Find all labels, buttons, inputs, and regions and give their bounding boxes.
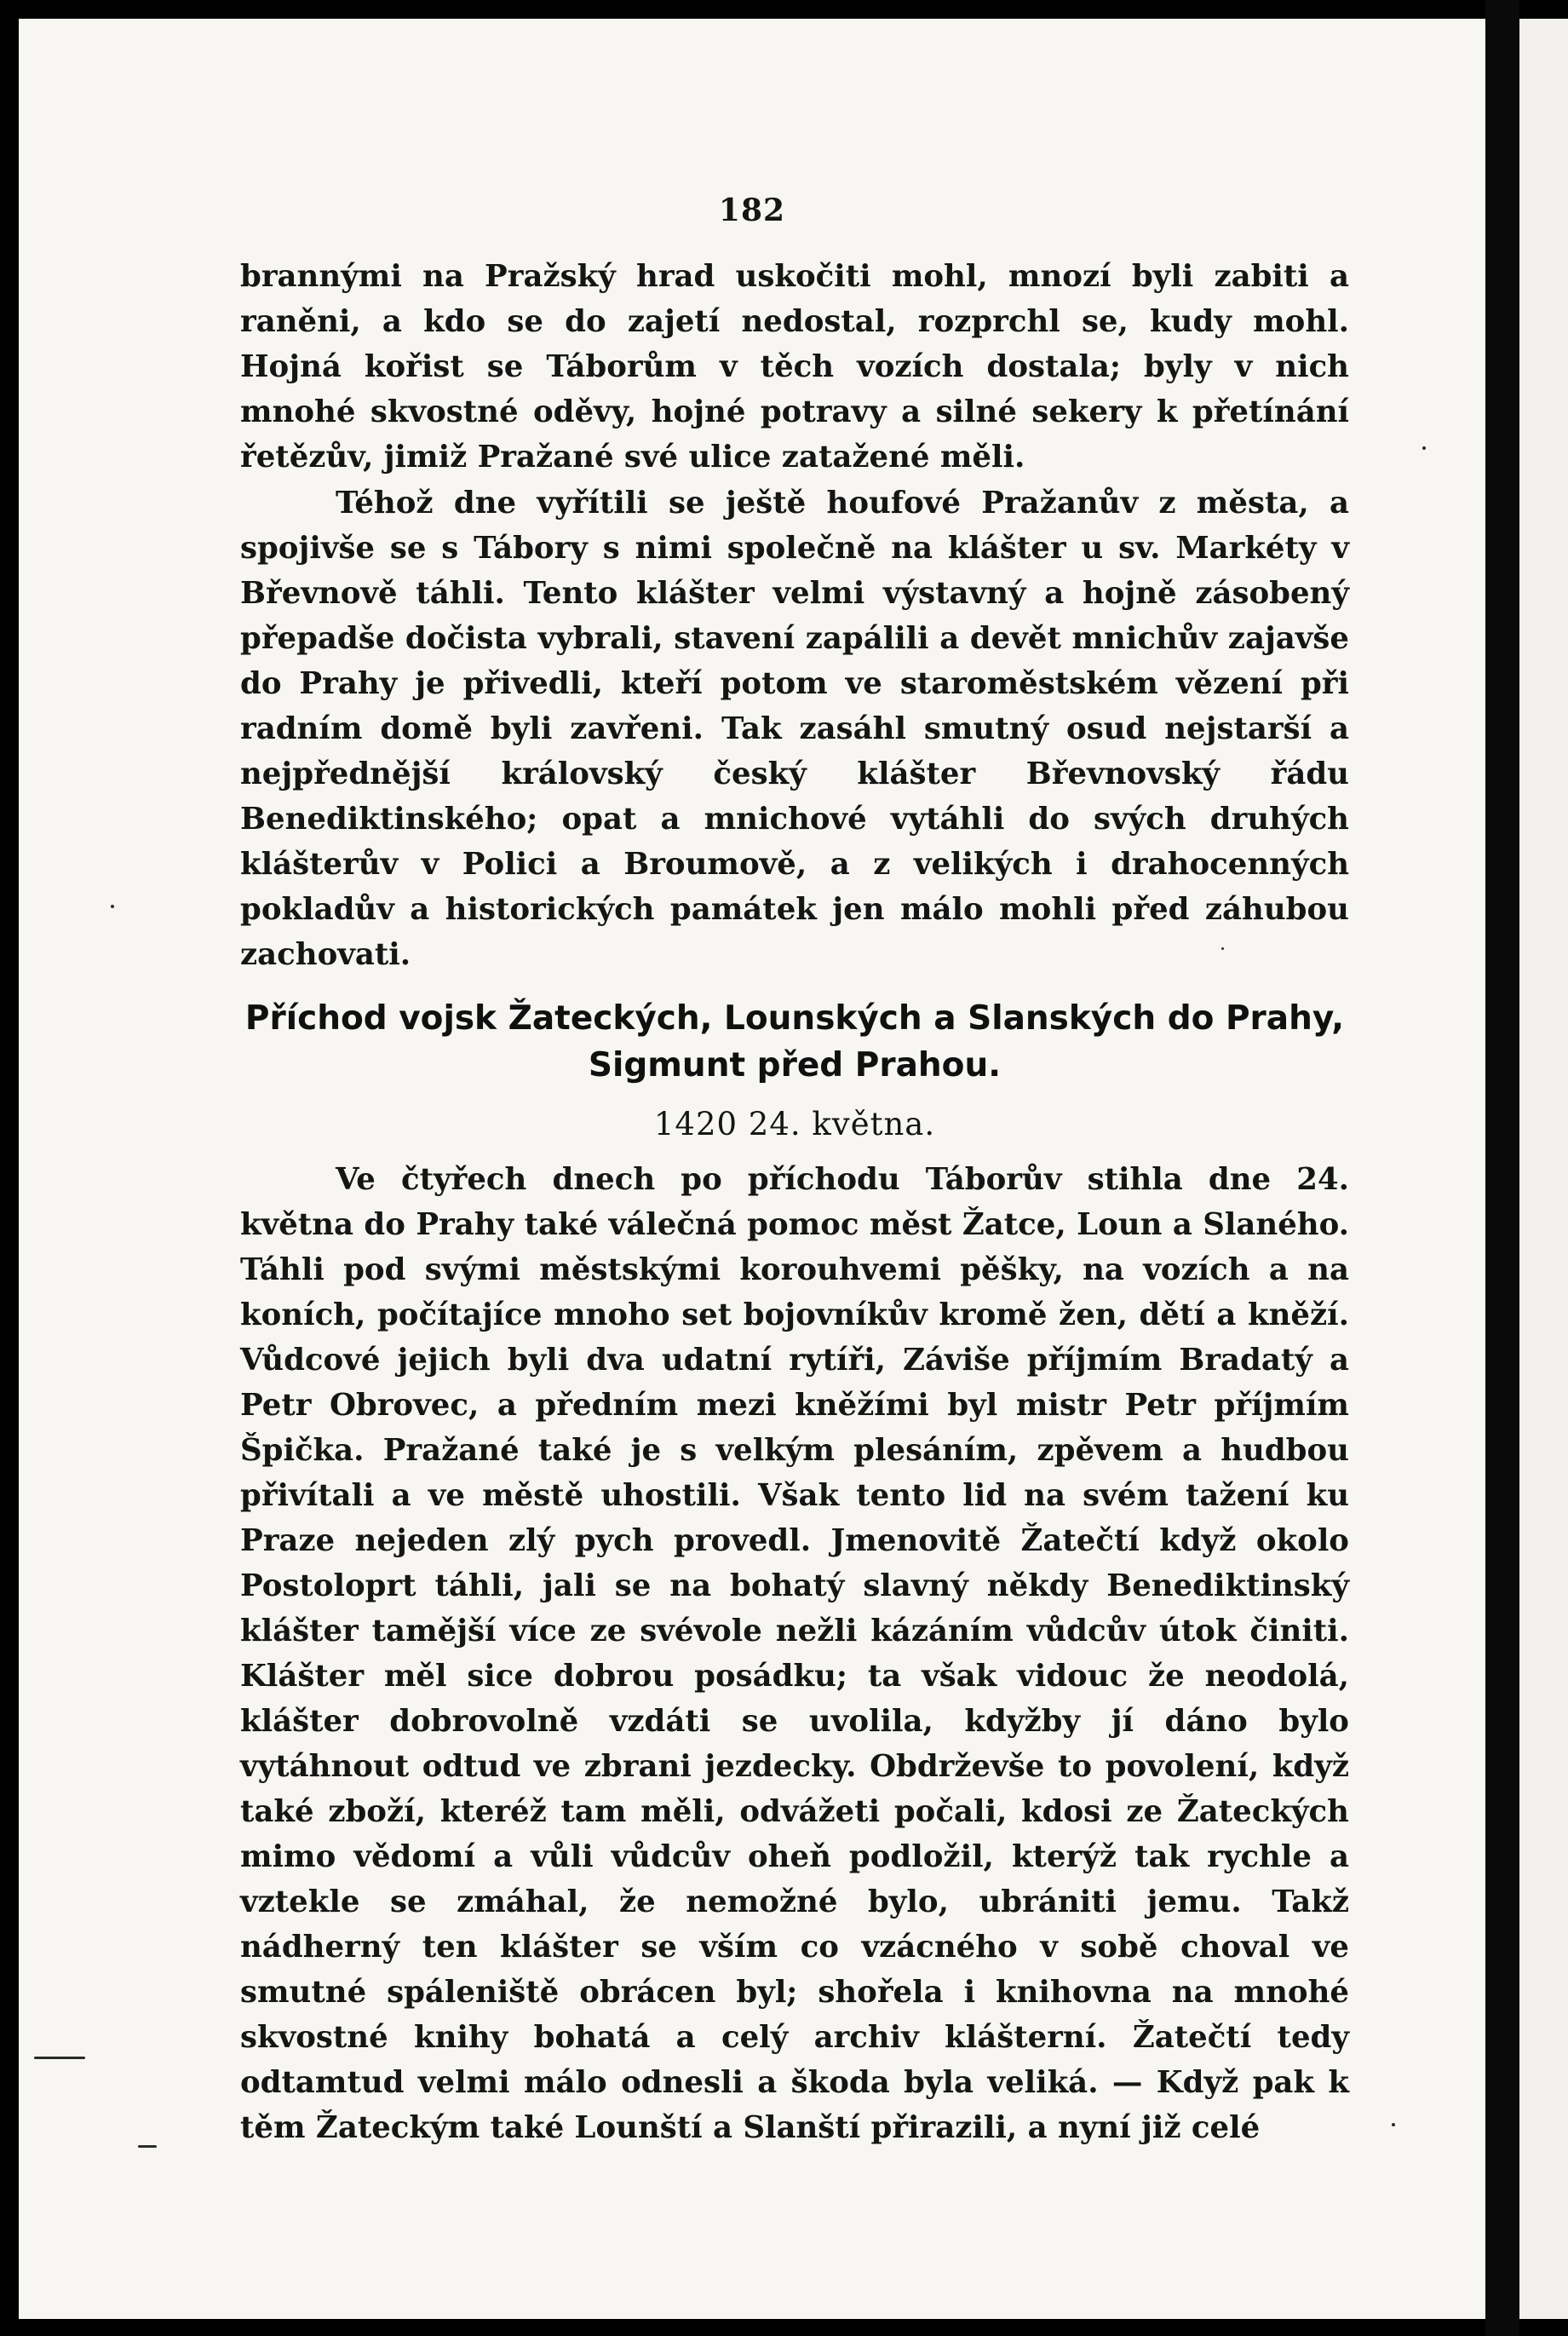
scan-speck xyxy=(1422,446,1426,450)
paragraph-text: brannými na Pražský hrad uskočiti mohl, mnozí byli zabiti a raněni, a kdo se do zajetí nedostal, rozprchl se, kudy mohl. Hojná kořist se Táborům v těch vozích dostala; byly v nich mnohé skvostné oděvy, hojné potravy a silné sekery k přetínání řetězův, jimiž Pražané své ulice zatažené měli. xyxy=(240,259,1349,475)
section-date: 1420 24. května. xyxy=(653,1106,936,1142)
scan-gutter xyxy=(1485,0,1519,2336)
facing-page-edge xyxy=(1519,19,1568,2319)
paragraph-text: Téhož dne vyřítili se ještě houfové Pražanův z města, a spojivše se s Tábory s nimi společně na klášter u sv. Markéty v Břevnově táhli. Tento klášter velmi výstavný a hojně zásobený přepadše dočista vybrali, stavení zapálili a devět mnichův zajavše do Prahy je přivedli, kteří potom ve staroměstském vězení při radním domě byli zavřeni. Tak zasáhl smutný osud nejstarší a nejpřednější královský český klášter Břevnovský řádu Benediktinského; opat a mnichové vytáhli do svých druhých klášterův v Polici a Broumově, a z velikých i drahocenných pokladův a historických památek jen málo mohli před záhubou zachovati. xyxy=(240,486,1349,972)
scan-speck xyxy=(1221,947,1224,950)
section-heading-line-2: Sigmunt před Prahou. xyxy=(588,1046,1002,1085)
page-number: 182 xyxy=(718,193,786,228)
section-heading-line-1: Příchod vojsk Žateckých, Lounských a Slanských do Prahy, xyxy=(244,999,1345,1038)
scan-speck xyxy=(34,2057,85,2059)
scan-speck xyxy=(138,2145,157,2148)
book-page xyxy=(19,19,1485,2319)
paragraph-text: Ve čtyřech dnech po příchodu Táborův stihla dne 24. května do Prahy také válečná pomoc měst Žatce, Loun a Slaného. Táhli pod svými městskými korouhvemi pěšky, na vozích a na koních, počítajíce mnoho set bojovníkův kromě žen, dětí a kněží. Vůdcové jejich byli dva udatní rytíři, Záviše příjmím Bradatý a Petr Obrovec, a předním mezi kněžími byl mistr Petr příjmím Špička. Pražané také je s velkým plesáním, zpěvem a hudbou přivítali a ve městě uhostili. Však tento lid na svém tažení ku Praze nejeden zlý pych provedl. Jmenovitě Žatečtí když okolo Postoloprt táhli, jali se na bohatý slavný někdy Benediktinský klášter tamější více ze svévole nežli kázáním vůdcův útok činiti. Klášter měl sice dobrou posádku; ta však vidouc že neodolá, klášter dobrovolně vzdáti se uvolila, kdyžby jí dáno bylo vytáhnout odtud ve zbrani jezdecky. Obdrževše to povolení, když také zboží, kteréž tam měli, odvážeti počali, kdosi ze Žateckých mimo vědomí a vůli vůdcův oheň podložil, kterýž tak rychle a vztekle se zmáhal, že nemožné bylo, ubrániti jemu. Takž nádherný ten klášter se vším co vzácného v sobě choval ve smutné spáleniště obrácen byl; shořela i knihovna na mnohé skvostné knihy bohatá a celý archiv klášterní. Žatečtí tedy odtamtud velmi málo odnesli a škoda byla veliká. — Když pak k těm Žateckým také Lounští a Slanští přirazili, a nyní již celé xyxy=(240,1162,1349,2145)
scan-speck xyxy=(1392,2123,1395,2126)
scan-speck xyxy=(111,905,114,908)
paragraph-brevnov xyxy=(240,480,1349,977)
paragraph-continued xyxy=(240,254,1349,480)
paragraph-arrival xyxy=(240,1157,1349,2150)
